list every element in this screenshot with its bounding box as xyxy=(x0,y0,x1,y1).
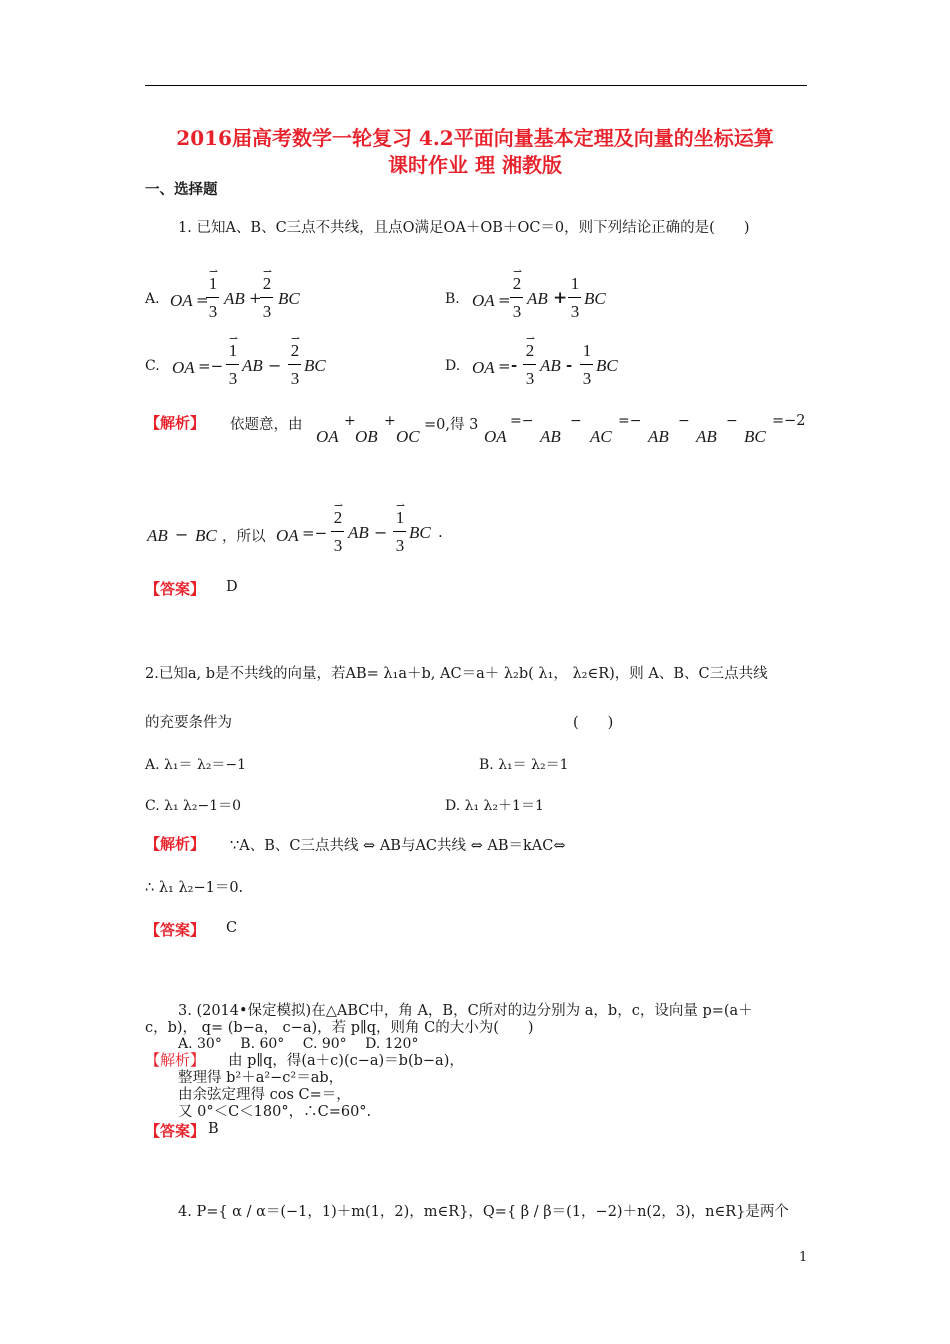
q2-analysis: ∵A、B、C三点共线 ⇔ AB与AC共线 ⇔ AB＝kAC⇔ xyxy=(230,838,566,854)
question-3-options: A. 30° B. 60° C. 90° D. 120° xyxy=(178,1036,419,1052)
q3-answer-label: 【答案】 xyxy=(145,1122,206,1140)
question-1-stem: 1. 已知A、B、C三点不共线，且点O满足OA＋OB＋OC＝0，则下列结论正确的是( ) xyxy=(178,220,750,236)
q1-option-a-label: A. xyxy=(145,291,160,307)
question-3-stem-line1: 3. (2014•保定模拟)在△ABC中，角 A，B，C所对的边分别为 a，b，c，设向量 p=(a＋ xyxy=(178,1003,753,1019)
q3-analysis-line1: 由 p∥q，得(a＋c)(c−a)＝b(b−a)， xyxy=(228,1053,464,1069)
q1-option-d-label: D. xyxy=(445,358,461,374)
question-4-stem: 4. P={ α / α＝(−1，1)＋m(1，2)，m∈R}，Q={ β / β＝(1，−2)＋n(2，3)，n∈R}是两个 xyxy=(178,1204,789,1220)
q2-option-c: C. λ₁ λ₂−1＝0 xyxy=(145,798,242,814)
q1-option-c-label: C. xyxy=(145,358,160,374)
q2-answer: C xyxy=(226,920,238,936)
page-title-line1: 2016届高考数学一轮复习 4.2平面向量基本定理及向量的坐标运算 xyxy=(176,126,774,150)
q1-analysis-end: =−2 xyxy=(772,413,806,429)
q1-analysis-tail: =0,得 3 xyxy=(424,417,479,433)
q1-answer-label: 【答案】 xyxy=(145,580,206,598)
q1-analysis-label: 【解析】 xyxy=(145,414,206,432)
q2-option-b: B. λ₁＝ λ₂＝1 xyxy=(479,757,569,773)
q3-analysis-line2: 整理得 b²＋a²−c²＝ab， xyxy=(178,1070,344,1086)
q1-analysis-text: 依题意，由 xyxy=(230,417,303,433)
q2-answer-label: 【答案】 xyxy=(145,921,206,939)
question-2-stem-line1: 2.已知a, b是不共线的向量，若AB= λ₁a＋b, AC＝a＋ λ₂b( λ₁， λ₂∈R)，则 A、B、C三点共线 xyxy=(145,666,768,682)
q1-option-b-label: B. xyxy=(445,291,460,307)
question-2-stem-line2: 的充要条件为 xyxy=(145,715,232,731)
q3-analysis-line3: 由余弦定理得 cos C=＝， xyxy=(178,1087,351,1103)
question-3-stem-line2: c，b)， q= (b−a， c−a)，若 p∥q，则角 C的大小为( ) xyxy=(145,1020,534,1036)
q2-analysis-line2: ∴ λ₁ λ₂−1＝0. xyxy=(145,880,244,896)
q1-answer: D xyxy=(226,579,238,595)
question-2-paren: ( ) xyxy=(573,715,614,731)
q2-option-a: A. λ₁＝ λ₂＝−1 xyxy=(145,757,247,773)
q3-answer: B xyxy=(208,1121,219,1137)
header-rule xyxy=(145,85,807,86)
page-number: 1 xyxy=(799,1250,808,1265)
page-title-line2: 课时作业 理 湘教版 xyxy=(388,153,562,177)
q2-analysis-label: 【解析】 xyxy=(145,835,206,853)
q3-analysis-label: 【解析】 xyxy=(145,1051,206,1069)
q2-option-d: D. λ₁ λ₂＋1＝1 xyxy=(445,798,544,814)
section-heading: 一、选择题 xyxy=(145,181,218,198)
q3-analysis-line4: 又 0°＜C＜180°，∴C=60°. xyxy=(178,1104,372,1120)
q1-analysis-line2-text: ，所以 xyxy=(222,529,266,545)
